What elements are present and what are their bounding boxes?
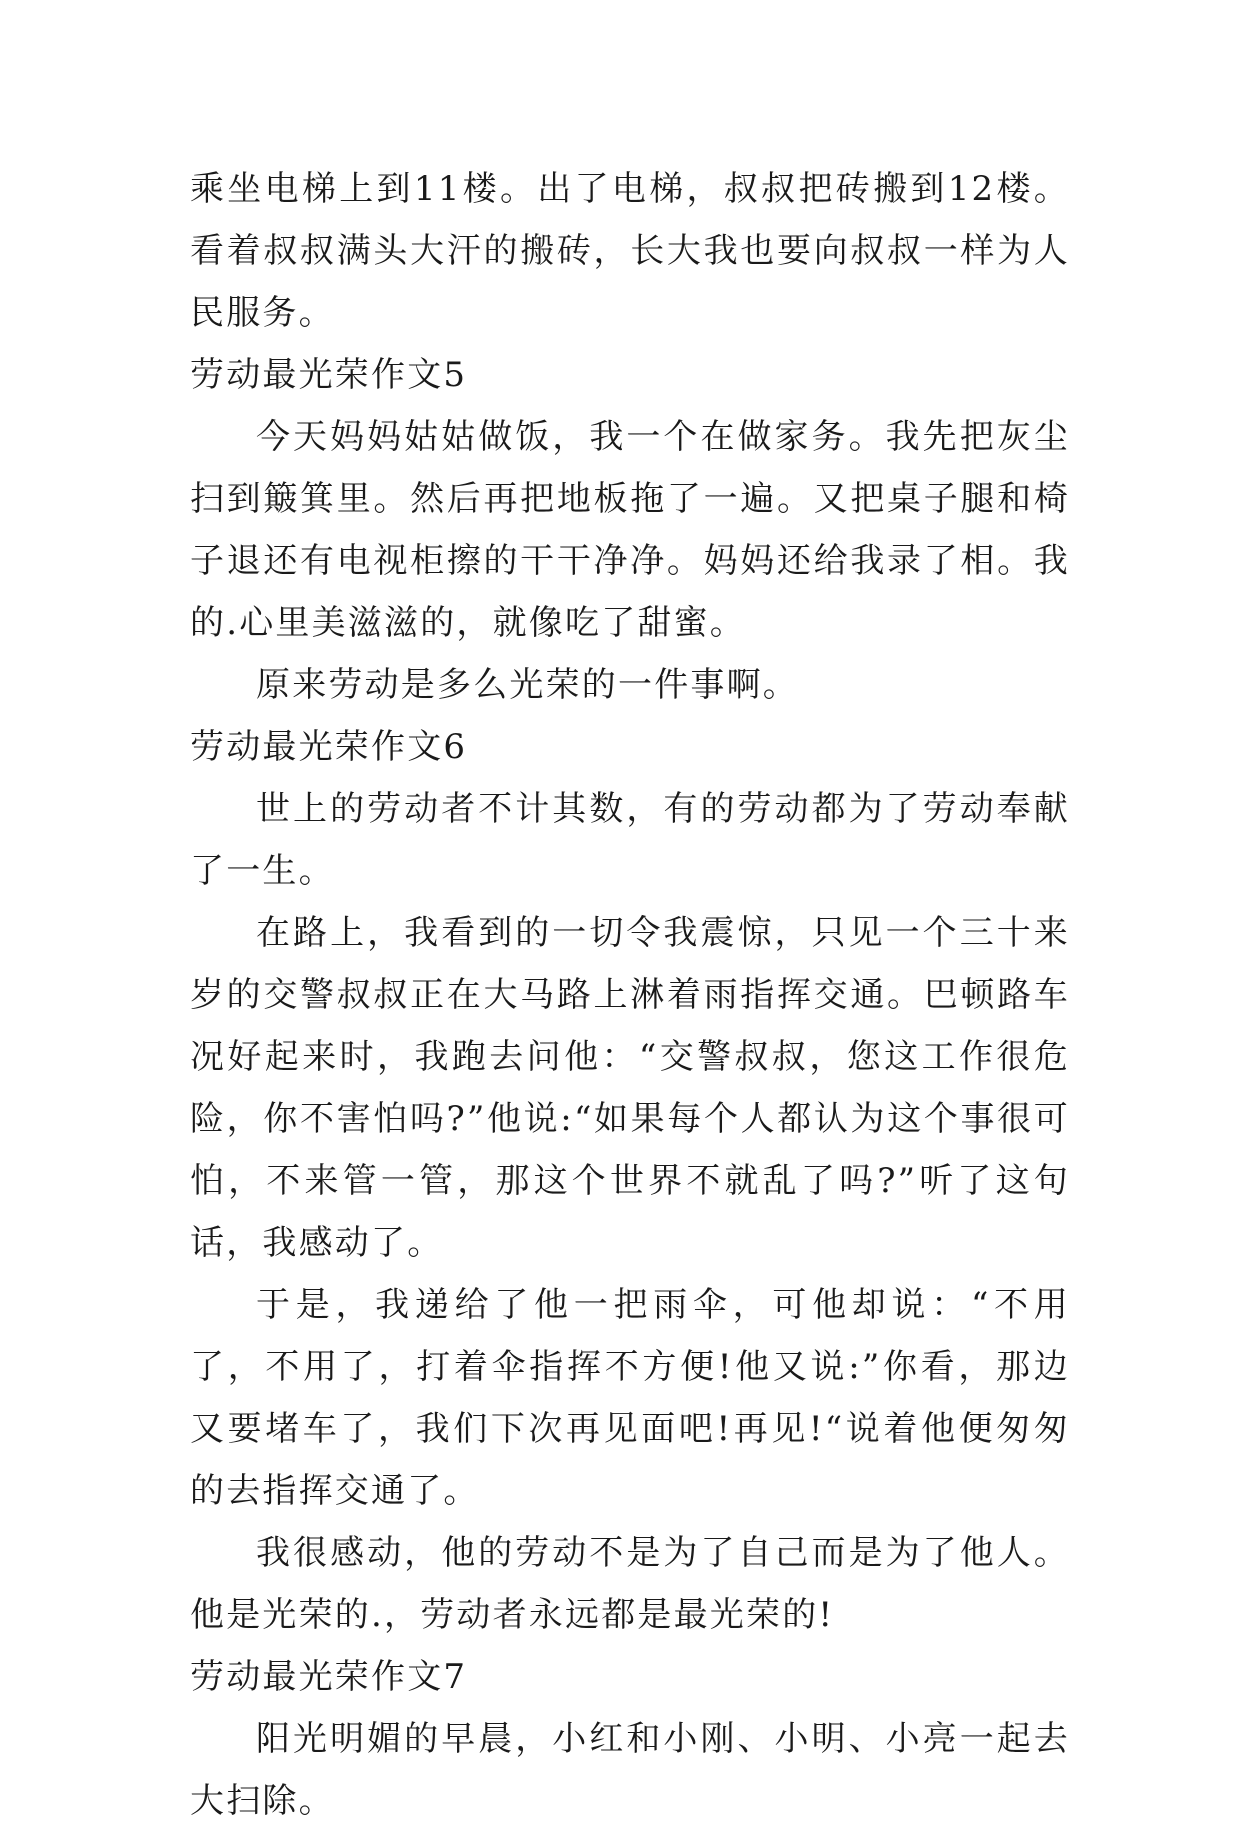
paragraph: 原来劳动是多么光荣的一件事啊。 xyxy=(256,665,799,705)
paragraph: 阳光明媚的早晨，小红和小刚、小明、小亮一起去大扫除。 xyxy=(190,1719,1070,1821)
section-heading: 劳动最光荣作文6 xyxy=(190,727,468,767)
document-body xyxy=(190,158,1070,1832)
paragraph: 于是，我递给了他一把雨伞，可他却说：“不用了，不用了，打着伞指挥不方便!他又说:”你看，那边又要堵车了，我们下次再见面吧!再见!“说着他便匆匆的去指挥交通了。 xyxy=(190,1285,1070,1511)
paragraph: 在路上，我看到的一切令我震惊，只见一个三十来岁的交警叔叔正在大马路上淋着雨指挥交通。巴顿路车况好起来时，我跑去问他：“交警叔叔，您这工作很危险，你不害怕吗?”他说:“如果每个人都认为这个事很可怕，不来管一管，那这个世界不就乱了吗?”听了这句话，我感动了。 xyxy=(190,913,1070,1263)
section-heading: 劳动最光荣作文7 xyxy=(190,1657,468,1697)
paragraph: 乘坐电梯上到11楼。出了电梯，叔叔把砖搬到12楼。看着叔叔满头大汗的搬砖，长大我也要向叔叔一样为人民服务。 xyxy=(190,169,1070,333)
section-heading: 劳动最光荣作文5 xyxy=(190,355,468,395)
paragraph: 我很感动，他的劳动不是为了自己而是为了他人。他是光荣的.，劳动者永远都是最光荣的! xyxy=(190,1533,1070,1635)
paragraph: 今天妈妈姑姑做饭，我一个在做家务。我先把灰尘扫到簸箕里。然后再把地板拖了一遍。又把桌子腿和椅子退还有电视柜擦的干干净净。妈妈还给我录了相。我的.心里美滋滋的，就像吃了甜蜜。 xyxy=(190,417,1070,643)
paragraph: 世上的劳动者不计其数，有的劳动都为了劳动奉献了一生。 xyxy=(190,789,1070,891)
